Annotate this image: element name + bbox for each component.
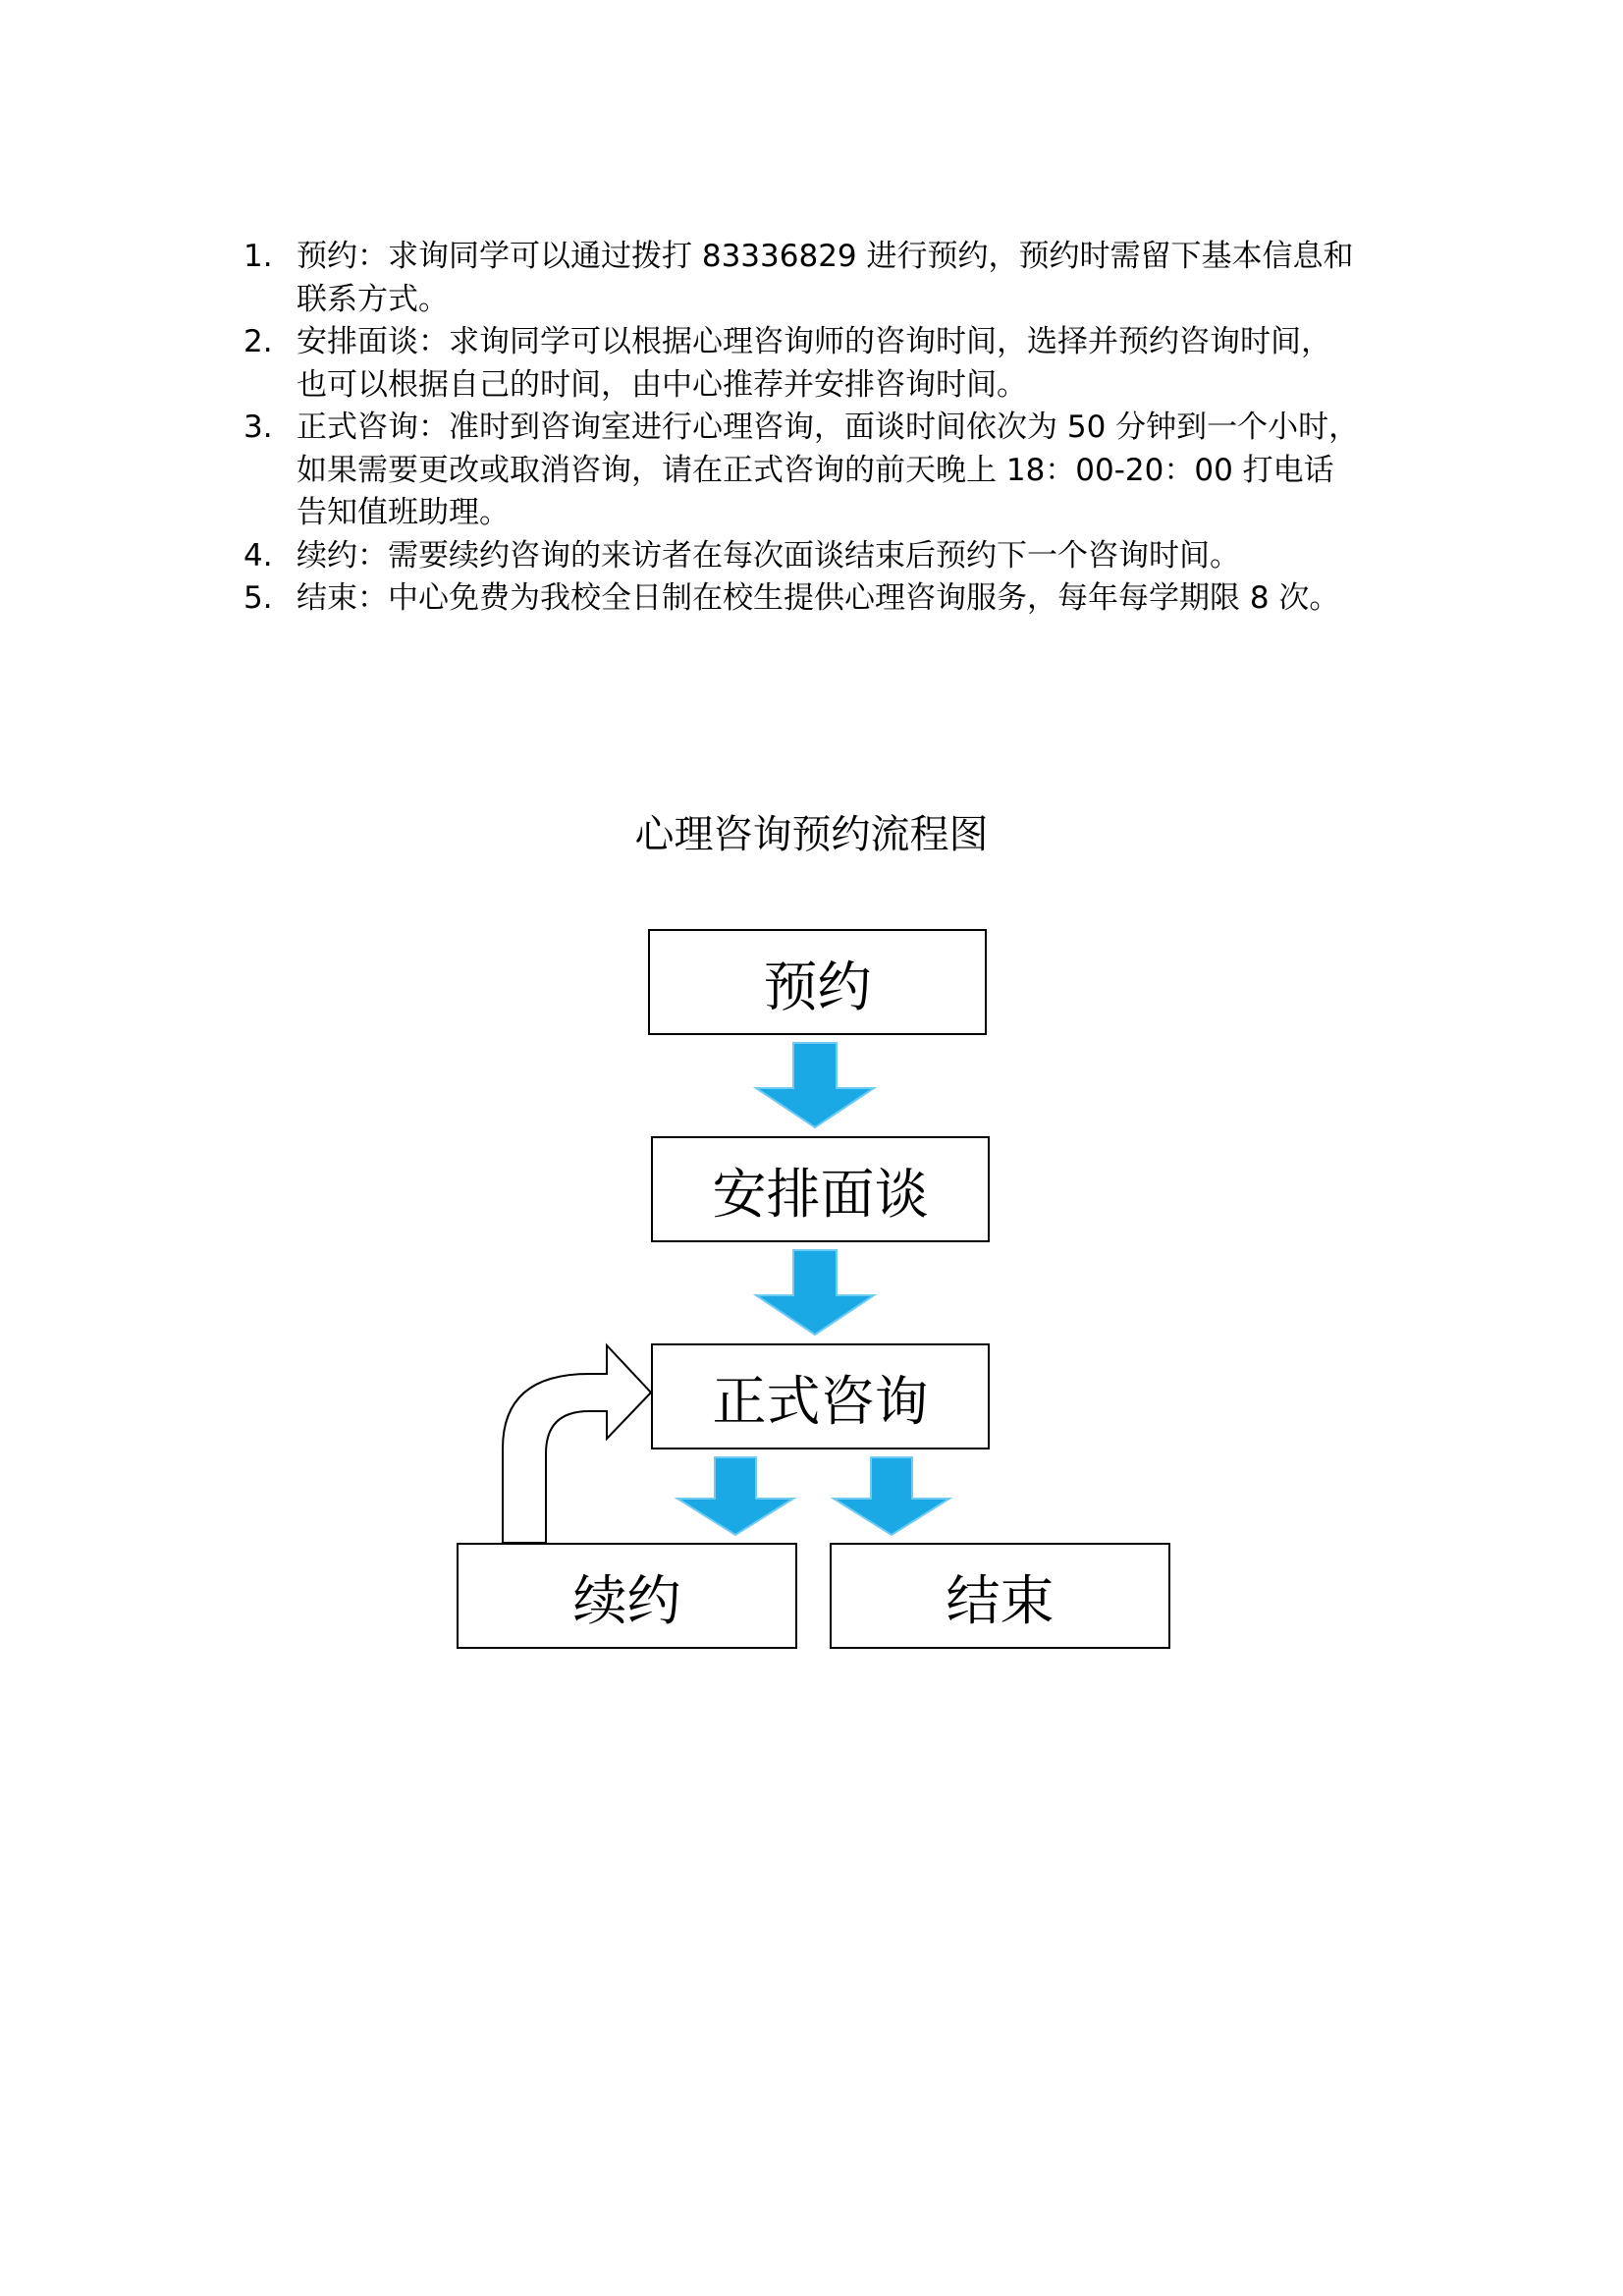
step-number: 3. (243, 410, 273, 445)
step-text-line: 联系方式。 (297, 281, 449, 317)
step-number: 1. (243, 239, 273, 274)
node-end: 结束 (830, 1543, 1170, 1649)
arrow-appointment-to-arrange (756, 1043, 874, 1127)
arrow-renew-to-consult (503, 1345, 651, 1543)
flowchart-title: 心理咨询预约流程图 (634, 812, 989, 857)
step-number: 4. (243, 537, 273, 574)
arrow-consult-to-renew (677, 1457, 793, 1535)
node-arrange-interview: 安排面谈 (651, 1136, 990, 1242)
step-text-line: 正式咨询：准时到咨询室进行心理咨询，面谈时间依次为 50 分钟到一个小时， (297, 410, 1360, 445)
step-text-line: 也可以根据自己的时间，由中心推荐并安排咨询时间。 (297, 366, 1027, 403)
step-text-line: 结束：中心免费为我校全日制在校生提供心理咨询服务，每年每学期限 8 次。 (297, 580, 1340, 616)
arrow-consult-to-end (834, 1457, 949, 1535)
node-appointment: 预约 (648, 929, 987, 1035)
step-text-line: 告知值班助理。 (297, 495, 510, 530)
step-text-line: 安排面谈：求询同学可以根据心理咨询师的咨询时间，选择并预约咨询时间， (297, 324, 1331, 359)
step-text-line: 预约：求询同学可以通过拨打 83336829 进行预约，预约时需留下基本信息和 (297, 239, 1354, 274)
step-number: 2. (243, 324, 273, 359)
step-text-line: 如果需要更改或取消咨询，请在正式咨询的前天晚上 18：00-20：00 打电话 (297, 452, 1334, 488)
arrow-arrange-to-consult (756, 1250, 874, 1335)
node-renewal: 续约 (457, 1543, 797, 1649)
step-text-line: 续约：需要续约咨询的来访者在每次面谈结束后预约下一个咨询时间。 (297, 537, 1240, 574)
node-formal-consultation: 正式咨询 (651, 1343, 990, 1449)
step-number: 5. (243, 580, 273, 616)
